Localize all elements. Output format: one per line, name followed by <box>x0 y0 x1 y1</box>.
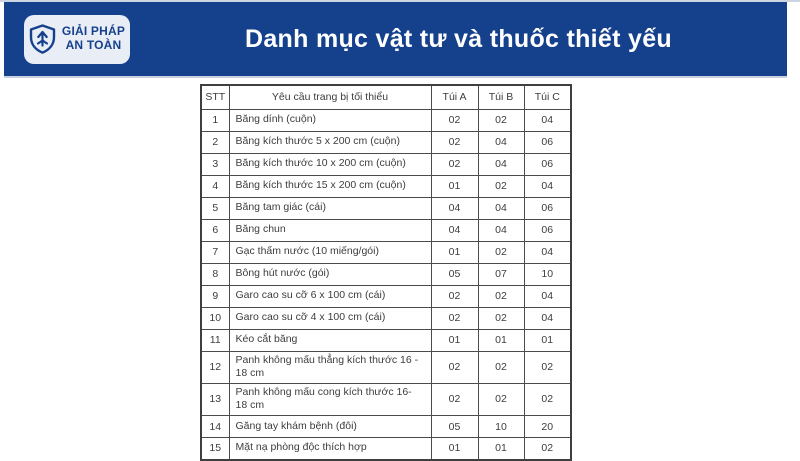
tui-a-cell: 02 <box>431 307 478 329</box>
row-index-cell: 6 <box>201 219 229 241</box>
tui-a-cell: 02 <box>431 383 478 415</box>
table-row <box>201 197 571 219</box>
tui-b-cell: 04 <box>478 197 524 219</box>
logo-line1: GIẢI PHÁP <box>61 24 126 39</box>
row-index-cell: 11 <box>201 329 229 351</box>
table-row <box>201 263 571 285</box>
tui-c-cell: 20 <box>524 416 571 438</box>
item-name-cell: Garo cao su cỡ 4 x 100 cm (cái) <box>229 307 431 329</box>
header-band <box>4 2 787 78</box>
table-row <box>201 109 571 131</box>
tui-c-cell: 04 <box>524 109 571 131</box>
tui-c-cell: 06 <box>524 153 571 175</box>
item-name-cell: Băng tam giác (cái) <box>229 197 431 219</box>
tui-b-cell: 02 <box>478 307 524 329</box>
row-index-cell: 13 <box>201 383 229 415</box>
tui-b-cell: 02 <box>478 175 524 197</box>
tui-c-cell: 04 <box>524 241 571 263</box>
tui-c-cell: 02 <box>524 383 571 415</box>
logo-wordmark <box>62 25 125 53</box>
row-index-cell: 4 <box>201 175 229 197</box>
row-index-cell: 2 <box>201 131 229 153</box>
tui-a-cell: 01 <box>431 241 478 263</box>
supplies-table <box>200 84 572 461</box>
row-index-cell: 5 <box>201 197 229 219</box>
row-index-cell: 8 <box>201 263 229 285</box>
tui-c-cell: 04 <box>524 307 571 329</box>
col-header-item: Yêu cầu trang bị tối thiểu <box>229 85 431 109</box>
tui-b-cell: 02 <box>478 351 524 383</box>
page-title: Danh mục vật tư và thuốc thiết yếu <box>245 24 672 53</box>
item-name-cell: Băng kích thước 10 x 200 cm (cuộn) <box>229 153 431 175</box>
tui-c-cell: 06 <box>524 131 571 153</box>
tui-a-cell: 04 <box>431 219 478 241</box>
tui-b-cell: 01 <box>478 329 524 351</box>
col-header-tui-a: Túi A <box>431 85 478 109</box>
tui-b-cell: 07 <box>478 263 524 285</box>
table-row <box>201 241 571 263</box>
item-name-cell: Gạc thấm nước (10 miếng/gói) <box>229 241 431 263</box>
tui-a-cell: 01 <box>431 329 478 351</box>
table-row <box>201 219 571 241</box>
item-name-cell: Găng tay khám bệnh (đôi) <box>229 416 431 438</box>
tui-a-cell: 04 <box>431 197 478 219</box>
col-header-tui-c: Túi C <box>524 85 571 109</box>
tui-c-cell: 06 <box>524 219 571 241</box>
tui-b-cell: 04 <box>478 131 524 153</box>
table-row <box>201 307 571 329</box>
tui-b-cell: 02 <box>478 241 524 263</box>
tui-a-cell: 01 <box>431 438 478 460</box>
title-container <box>130 25 787 54</box>
brand-logo <box>24 15 130 64</box>
tui-b-cell: 04 <box>478 153 524 175</box>
table-row <box>201 351 571 383</box>
table-row <box>201 153 571 175</box>
table-row <box>201 175 571 197</box>
shield-arrow-up-icon <box>29 24 56 54</box>
tui-a-cell: 05 <box>431 416 478 438</box>
item-name-cell: Panh không mấu cong kích thước 16- 18 cm <box>229 383 431 415</box>
tui-c-cell: 01 <box>524 329 571 351</box>
row-index-cell: 3 <box>201 153 229 175</box>
table-row <box>201 285 571 307</box>
tui-c-cell: 06 <box>524 197 571 219</box>
table-row <box>201 438 571 460</box>
item-name-cell: Băng kích thước 5 x 200 cm (cuộn) <box>229 131 431 153</box>
col-header-stt: STT <box>201 85 229 109</box>
tui-a-cell: 02 <box>431 153 478 175</box>
item-name-cell: Garo cao su cỡ 6 x 100 cm (cái) <box>229 285 431 307</box>
table-row <box>201 329 571 351</box>
tui-c-cell: 02 <box>524 438 571 460</box>
table-header-row <box>201 85 571 109</box>
table-row <box>201 131 571 153</box>
item-name-cell: Băng dính (cuộn) <box>229 109 431 131</box>
row-index-cell: 7 <box>201 241 229 263</box>
row-index-cell: 10 <box>201 307 229 329</box>
tui-c-cell: 04 <box>524 175 571 197</box>
item-name-cell: Băng kích thước 15 x 200 cm (cuộn) <box>229 175 431 197</box>
row-index-cell: 12 <box>201 351 229 383</box>
col-header-tui-b: Túi B <box>478 85 524 109</box>
logo-line2: AN TOÀN <box>65 38 122 52</box>
tui-b-cell: 02 <box>478 383 524 415</box>
table-row <box>201 383 571 415</box>
tui-b-cell: 02 <box>478 109 524 131</box>
tui-a-cell: 02 <box>431 351 478 383</box>
table-row <box>201 416 571 438</box>
item-name-cell: Mặt nạ phòng độc thích hợp <box>229 438 431 460</box>
item-name-cell: Kéo cắt băng <box>229 329 431 351</box>
tui-a-cell: 02 <box>431 285 478 307</box>
row-index-cell: 15 <box>201 438 229 460</box>
item-name-cell: Bông hút nước (gói) <box>229 263 431 285</box>
tui-a-cell: 02 <box>431 109 478 131</box>
tui-c-cell: 10 <box>524 263 571 285</box>
tui-c-cell: 04 <box>524 285 571 307</box>
row-index-cell: 1 <box>201 109 229 131</box>
item-name-cell: Panh không mấu thẳng kích thước 16 - 18 cm <box>229 351 431 383</box>
item-name-cell: Băng chun <box>229 219 431 241</box>
tui-a-cell: 05 <box>431 263 478 285</box>
tui-b-cell: 04 <box>478 219 524 241</box>
row-index-cell: 14 <box>201 416 229 438</box>
tui-a-cell: 01 <box>431 175 478 197</box>
tui-b-cell: 10 <box>478 416 524 438</box>
row-index-cell: 9 <box>201 285 229 307</box>
tui-c-cell: 02 <box>524 351 571 383</box>
tui-b-cell: 01 <box>478 438 524 460</box>
tui-b-cell: 02 <box>478 285 524 307</box>
tui-a-cell: 02 <box>431 131 478 153</box>
table-body <box>201 109 571 460</box>
